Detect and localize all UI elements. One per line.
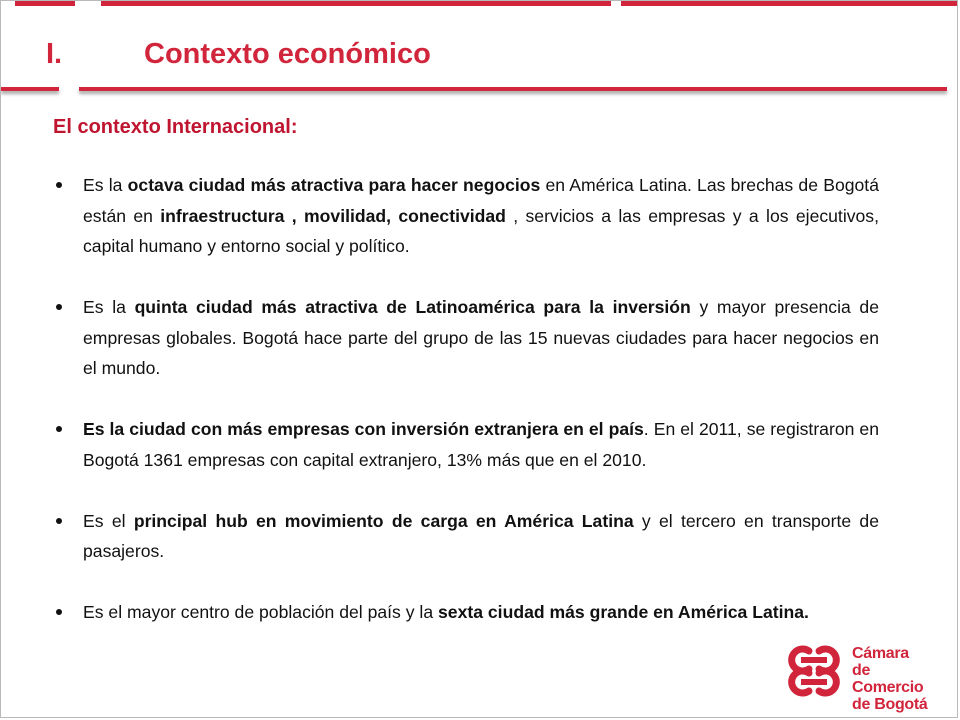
logo-line: de Comercio: [852, 662, 924, 696]
bullet-text: Es la: [83, 297, 135, 317]
top-accent-bar: [621, 1, 958, 6]
bullet-item: [53, 506, 879, 567]
bullet-bold-text: quinta ciudad más atractiva de Latinoamérica para la inversión: [134, 297, 691, 317]
bullet-bold-text: principal hub en movimiento de carga en América Latina: [133, 510, 634, 531]
bullet-text: Es el: [83, 510, 134, 531]
bullet-bold-text: Es la ciudad con más empresas con inversión extranjera en el país: [83, 419, 644, 439]
bullet-item: [53, 292, 879, 384]
bullet-item: [53, 170, 879, 262]
top-accent-bar: [101, 1, 611, 6]
bullet-text: y el tercero en transporte de pasajeros.: [83, 510, 879, 561]
bullet-bold-text: octava ciudad más atractiva para hacer negocios: [127, 175, 541, 195]
camara-comercio-logo: [781, 643, 941, 713]
bullet-list: [53, 170, 879, 658]
bullet-bold-text: infraestructura , movilidad, conectividad: [160, 205, 506, 226]
title-divider: [1, 87, 59, 91]
bullet-item: [53, 597, 879, 628]
logo-line: Cámara: [852, 645, 909, 662]
section-number: I.: [46, 38, 63, 70]
bullet-text: y mayor presencia de empresas globales. Bogotá hace parte del grupo de las 15 nuevas ciudades para hacer negocios en el mundo.: [83, 297, 879, 378]
bullet-item: [53, 414, 879, 475]
logo-text: [852, 645, 941, 713]
bullet-text: Es la: [83, 175, 128, 195]
logo-mark-icon: [781, 643, 847, 699]
bullet-bold-text: sexta ciudad más grande en América Latina.: [438, 602, 809, 622]
bullet-text: , servicios a las empresas y a los ejecutivos, capital humano y entorno social y político.: [83, 205, 879, 256]
section-title: Contexto económico: [144, 38, 431, 70]
title-divider: [79, 87, 947, 91]
bullet-text: . En el 2011, se registraron en Bogotá 1361 empresas con capital extranjero, 13% más que en el 2010.: [83, 419, 879, 470]
subtitle: El contexto Internacional:: [53, 116, 298, 138]
page-title: [1, 29, 958, 79]
logo-line: de Bogotá: [852, 696, 928, 713]
top-accent-bar: [15, 1, 75, 6]
bullet-text: Es el mayor centro de población del país y la: [83, 602, 439, 622]
bullet-text: en América Latina. Las brechas de Bogotá están en: [83, 175, 879, 226]
